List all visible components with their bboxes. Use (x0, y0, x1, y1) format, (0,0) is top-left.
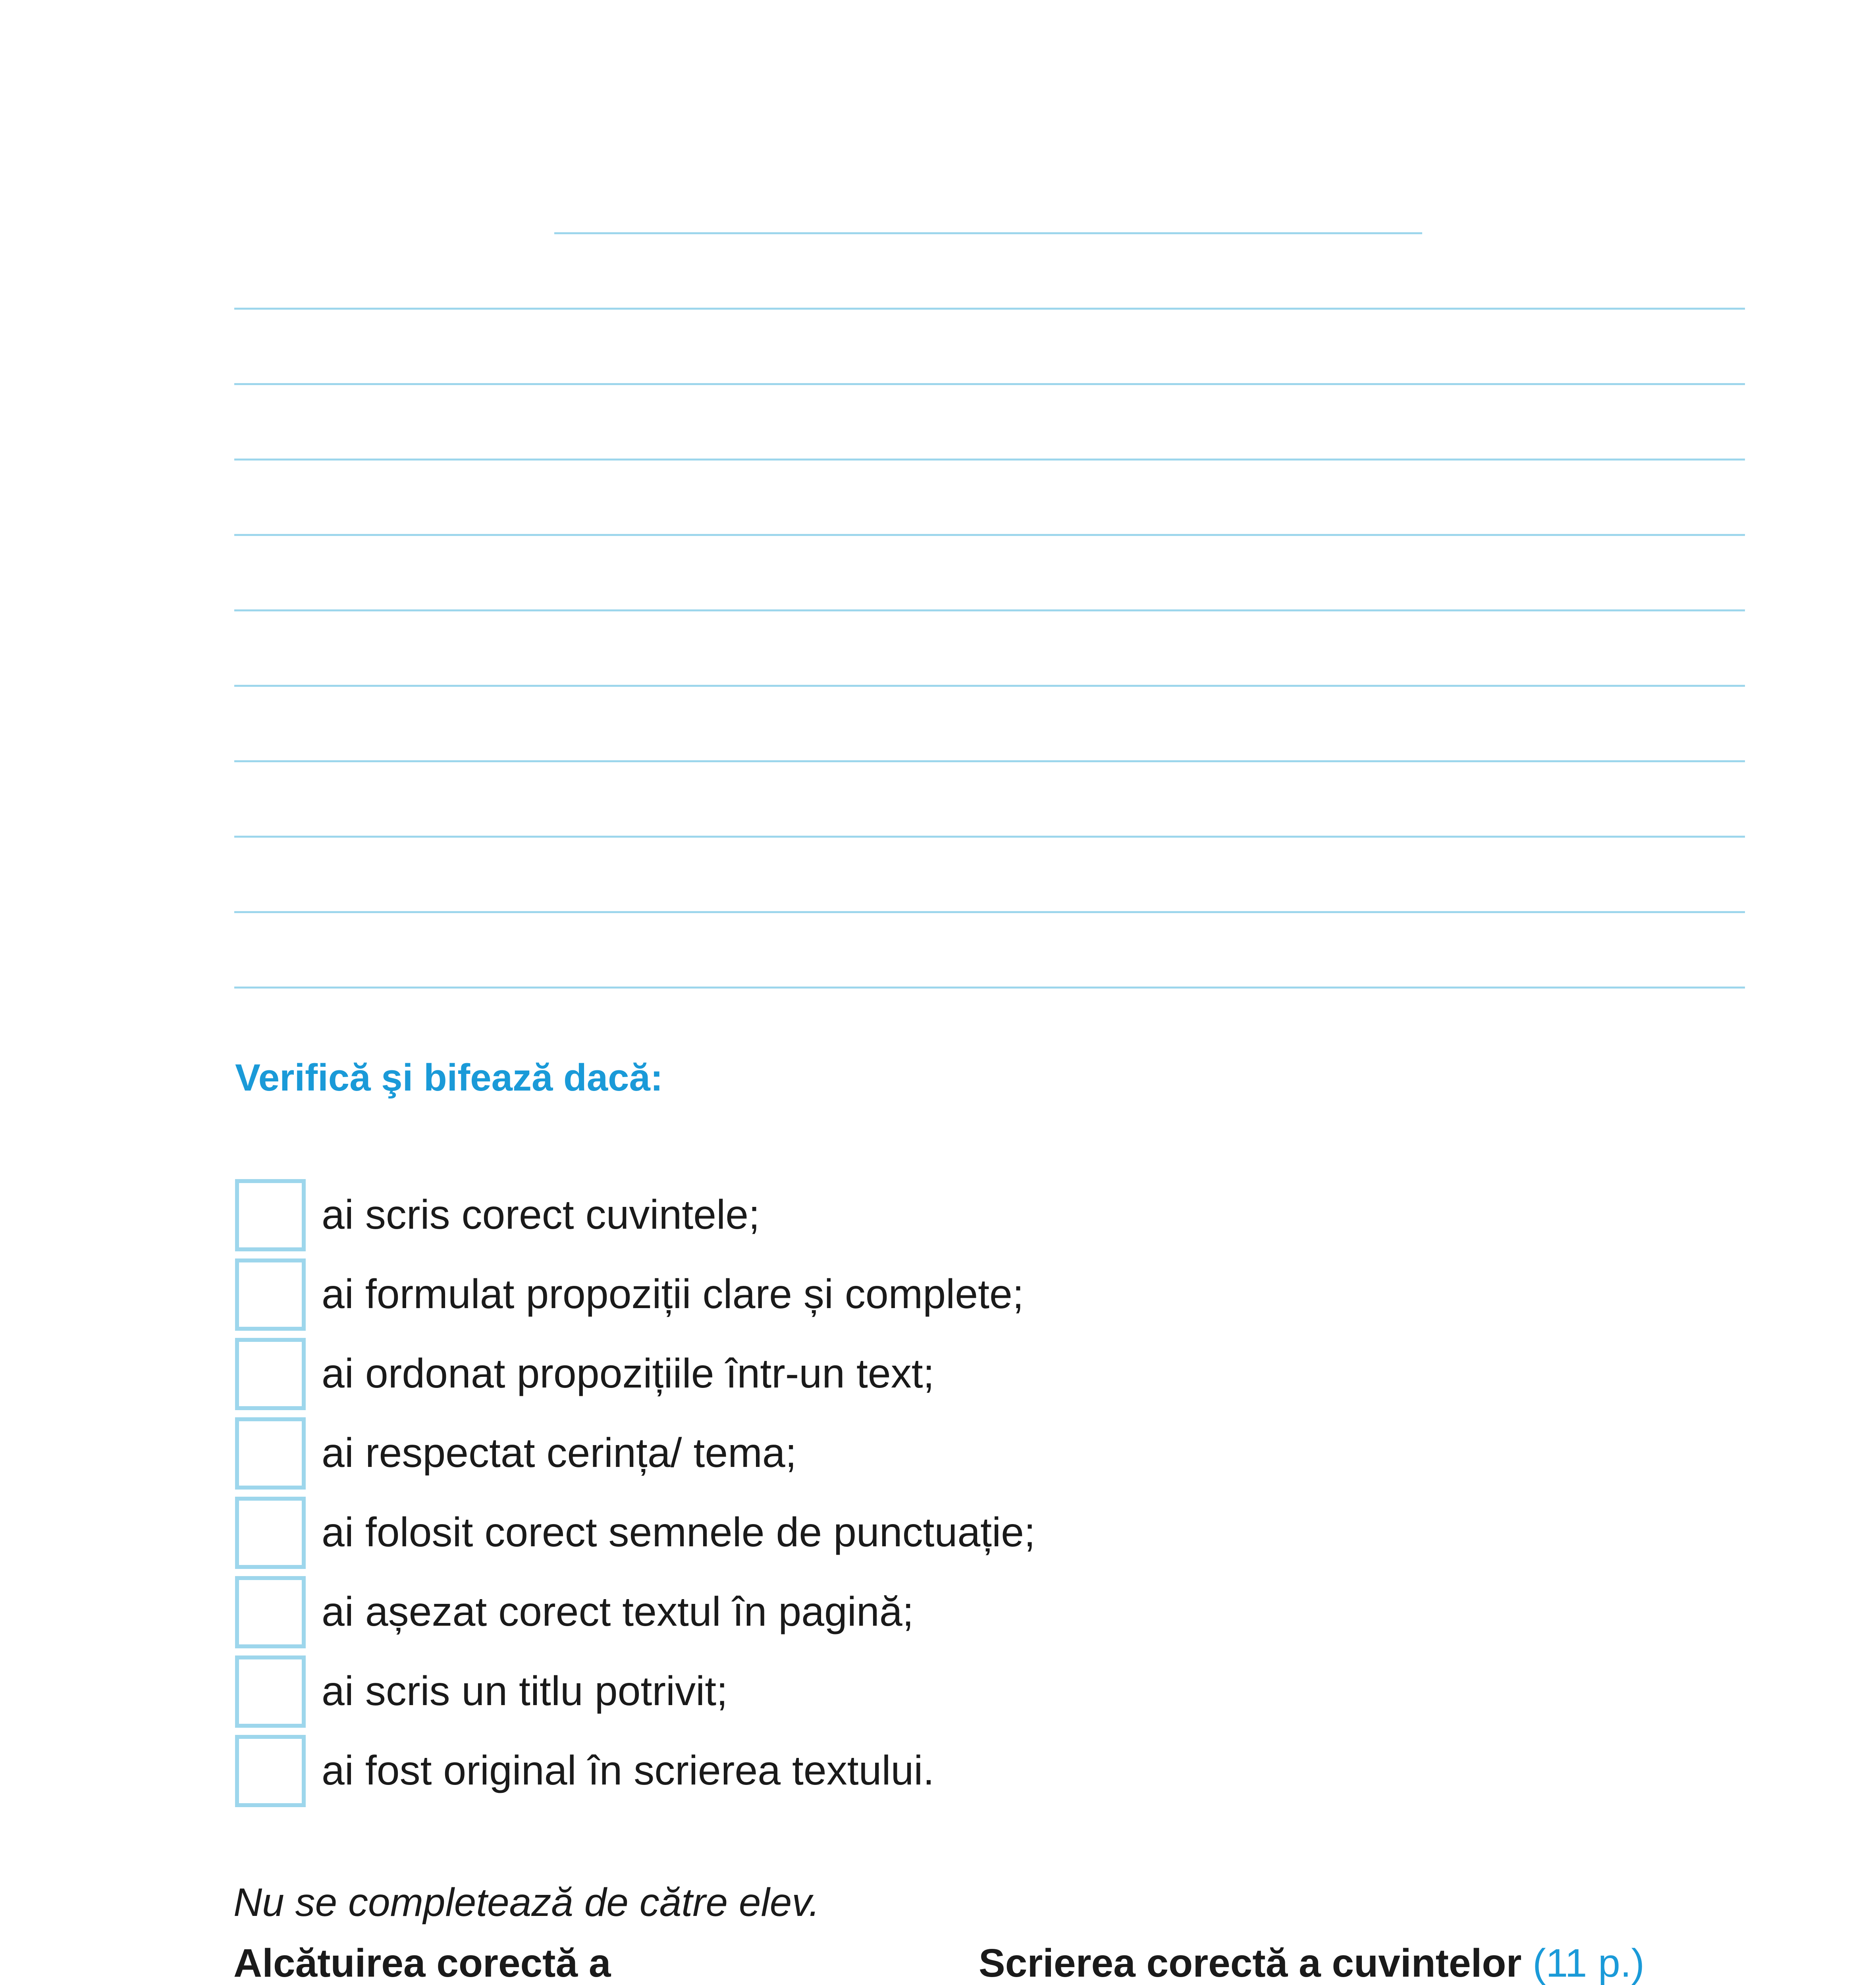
checklist-item-label: ai scris corect cuvintele; (322, 1192, 760, 1238)
checklist-item-label: ai formulat propoziții clare și complete; (322, 1271, 1024, 1317)
checkbox[interactable] (235, 1179, 306, 1251)
checklist-item-label: ai fost original în scrierea textului. (322, 1748, 935, 1794)
checklist-item (235, 1735, 1267, 1814)
checklist-item-label: ai ordonat propozițiile într-un text; (322, 1351, 935, 1397)
writing-line[interactable] (234, 911, 1745, 913)
checklist-item (235, 1576, 1267, 1655)
writing-line[interactable] (234, 609, 1745, 611)
writing-line[interactable] (234, 760, 1745, 762)
checklist-item-label: ai așezat corect textul în pagină; (322, 1589, 914, 1635)
criterion-points: (11 p.) (1533, 1941, 1645, 1985)
criterion-spelling (979, 1935, 1645, 1985)
checklist-heading: Verifică şi bifează dacă: (235, 1056, 663, 1099)
checkbox[interactable] (235, 1576, 306, 1648)
teacher-note: Nu se completează de către elev. (233, 1880, 820, 1925)
writing-line[interactable] (234, 308, 1745, 310)
checklist-item (235, 1258, 1267, 1338)
writing-line[interactable] (234, 534, 1745, 536)
checklist-item (235, 1497, 1267, 1576)
checkbox[interactable] (235, 1497, 306, 1569)
criterion-sentences (233, 1935, 611, 1985)
checklist-item (235, 1655, 1267, 1735)
writing-line[interactable] (234, 987, 1745, 989)
checklist-item (235, 1338, 1267, 1417)
checkbox[interactable] (235, 1338, 306, 1410)
writing-line[interactable] (234, 685, 1745, 687)
checkbox[interactable] (235, 1258, 306, 1331)
checklist-item-label: ai folosit corect semnele de punctuație; (322, 1509, 1035, 1555)
writing-line[interactable] (234, 383, 1745, 385)
writing-line[interactable] (234, 459, 1745, 461)
checkbox[interactable] (235, 1655, 306, 1728)
checklist-item (235, 1417, 1267, 1497)
criterion-label: Scrierea corectă a cuvintelor (979, 1941, 1522, 1985)
checklist-item (235, 1179, 1267, 1258)
criterion-label: Alcătuirea corectă a (233, 1941, 611, 1985)
checkbox[interactable] (235, 1735, 306, 1807)
title-writing-line[interactable] (554, 232, 1422, 234)
checkbox[interactable] (235, 1417, 306, 1490)
checklist-item-label: ai scris un titlu potrivit; (322, 1668, 728, 1714)
checklist-item-label: ai respectat cerința/ tema; (322, 1430, 797, 1476)
writing-line[interactable] (234, 836, 1745, 838)
